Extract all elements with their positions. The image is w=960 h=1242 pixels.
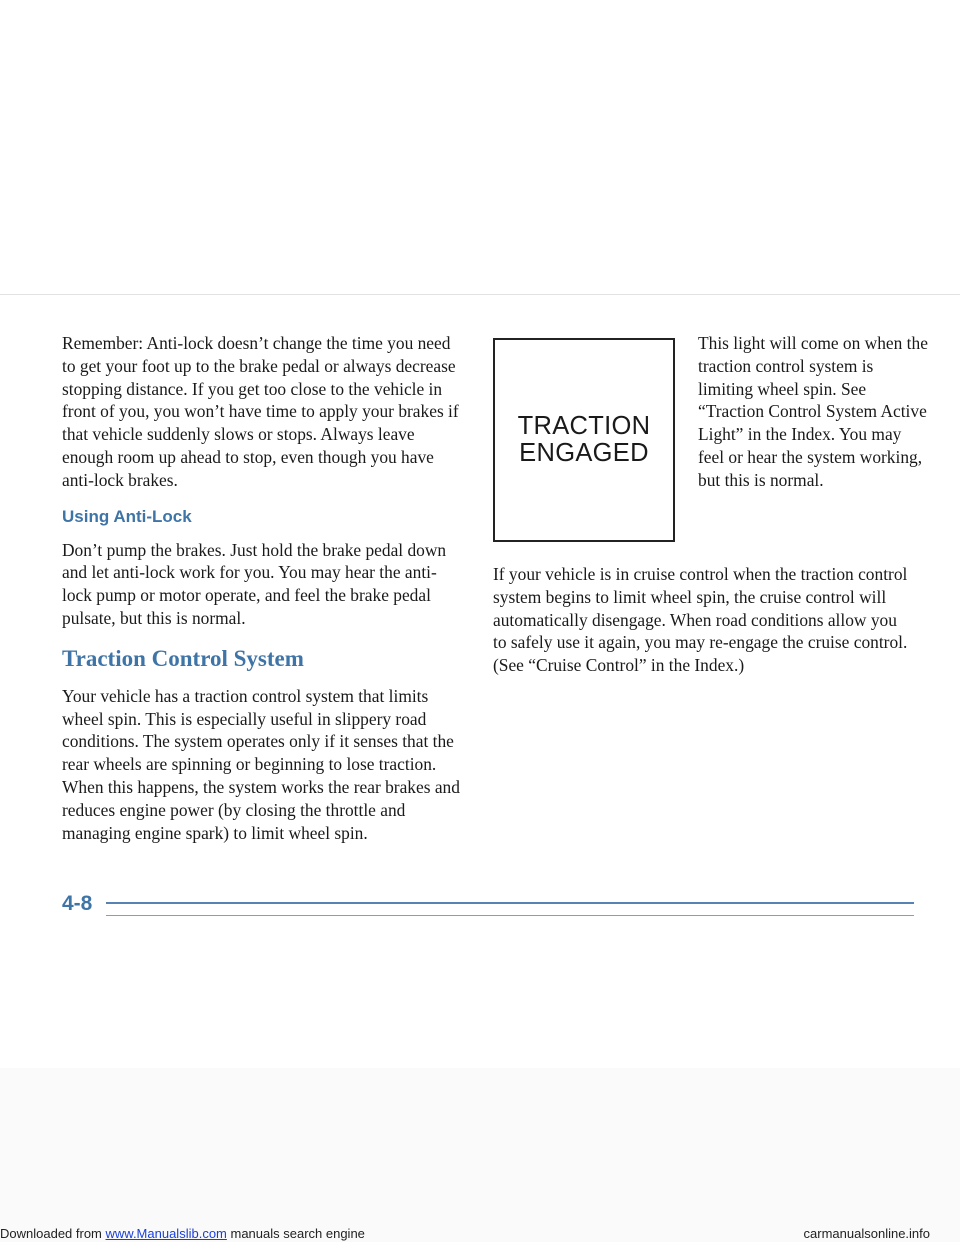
lower-margin [0, 1068, 960, 1242]
watermark: carmanualsonline.info [803, 1226, 930, 1241]
indicator-line-1: TRACTION [517, 412, 651, 440]
footer-prefix: Downloaded from [0, 1226, 106, 1241]
using-antilock-heading: Using Anti-Lock [62, 506, 192, 526]
light-paragraph: This light will come on when the traction control system is limiting wheel spin. See “Traction Control System Active Light” in the Index. You may feel or hear the system working, but this is normal. [698, 333, 928, 490]
footer-rule-secondary [106, 915, 914, 916]
traction-engaged-indicator [493, 338, 675, 542]
traction-control-paragraph: Your vehicle has a traction control system that limits wheel spin. This is especially useful in slippery road conditions. The system operates only if it senses that the rear wheels are spinning or beginning to lose traction. When this happens, the system works the rear brakes and reduces engine power (by closing the throttle and managing engine spark) to limit wheel spin. [62, 685, 460, 843]
using-antilock-paragraph: Don’t pump the brakes. Just hold the brake pedal down and let anti-lock work for you. You may hear the anti-lock pump or motor operate, and feel the brake pedal pulsate, but this is normal. [62, 539, 447, 628]
remember-paragraph: Remember: Anti-lock doesn’t change the time you need to get your foot up to the brake pedal or always decrease stopping distance. If you get too close to the vehicle in front of you, you won’t have time to apply your brakes if that vehicle suddenly slows or stops. Always leave enough room up ahead to stop, even though you have anti-lock brakes. [62, 333, 459, 490]
page-number: 4-8 [62, 892, 93, 915]
cruise-paragraph: If your vehicle is in cruise control when the traction control system begins to limit wheel spin, the cruise control will automatically disengage. When road conditions allow you to safely use it again, you may re-engage the cruise control. (See “Cruise Control” in the Index.) [493, 564, 908, 676]
indicator-label [518, 413, 651, 467]
left-column [62, 332, 462, 844]
cruise-control-note [493, 563, 913, 677]
indicator-line-2: ENGAGED [519, 439, 649, 467]
manualslib-link[interactable]: www.Manualslib.com [105, 1226, 227, 1241]
indicator-description [698, 332, 928, 492]
top-rule [0, 294, 960, 295]
footer-rule [106, 902, 914, 904]
traction-control-heading: Traction Control System [62, 645, 304, 671]
footer-suffix: manuals search engine [226, 1226, 365, 1241]
download-footer [0, 1226, 960, 1241]
